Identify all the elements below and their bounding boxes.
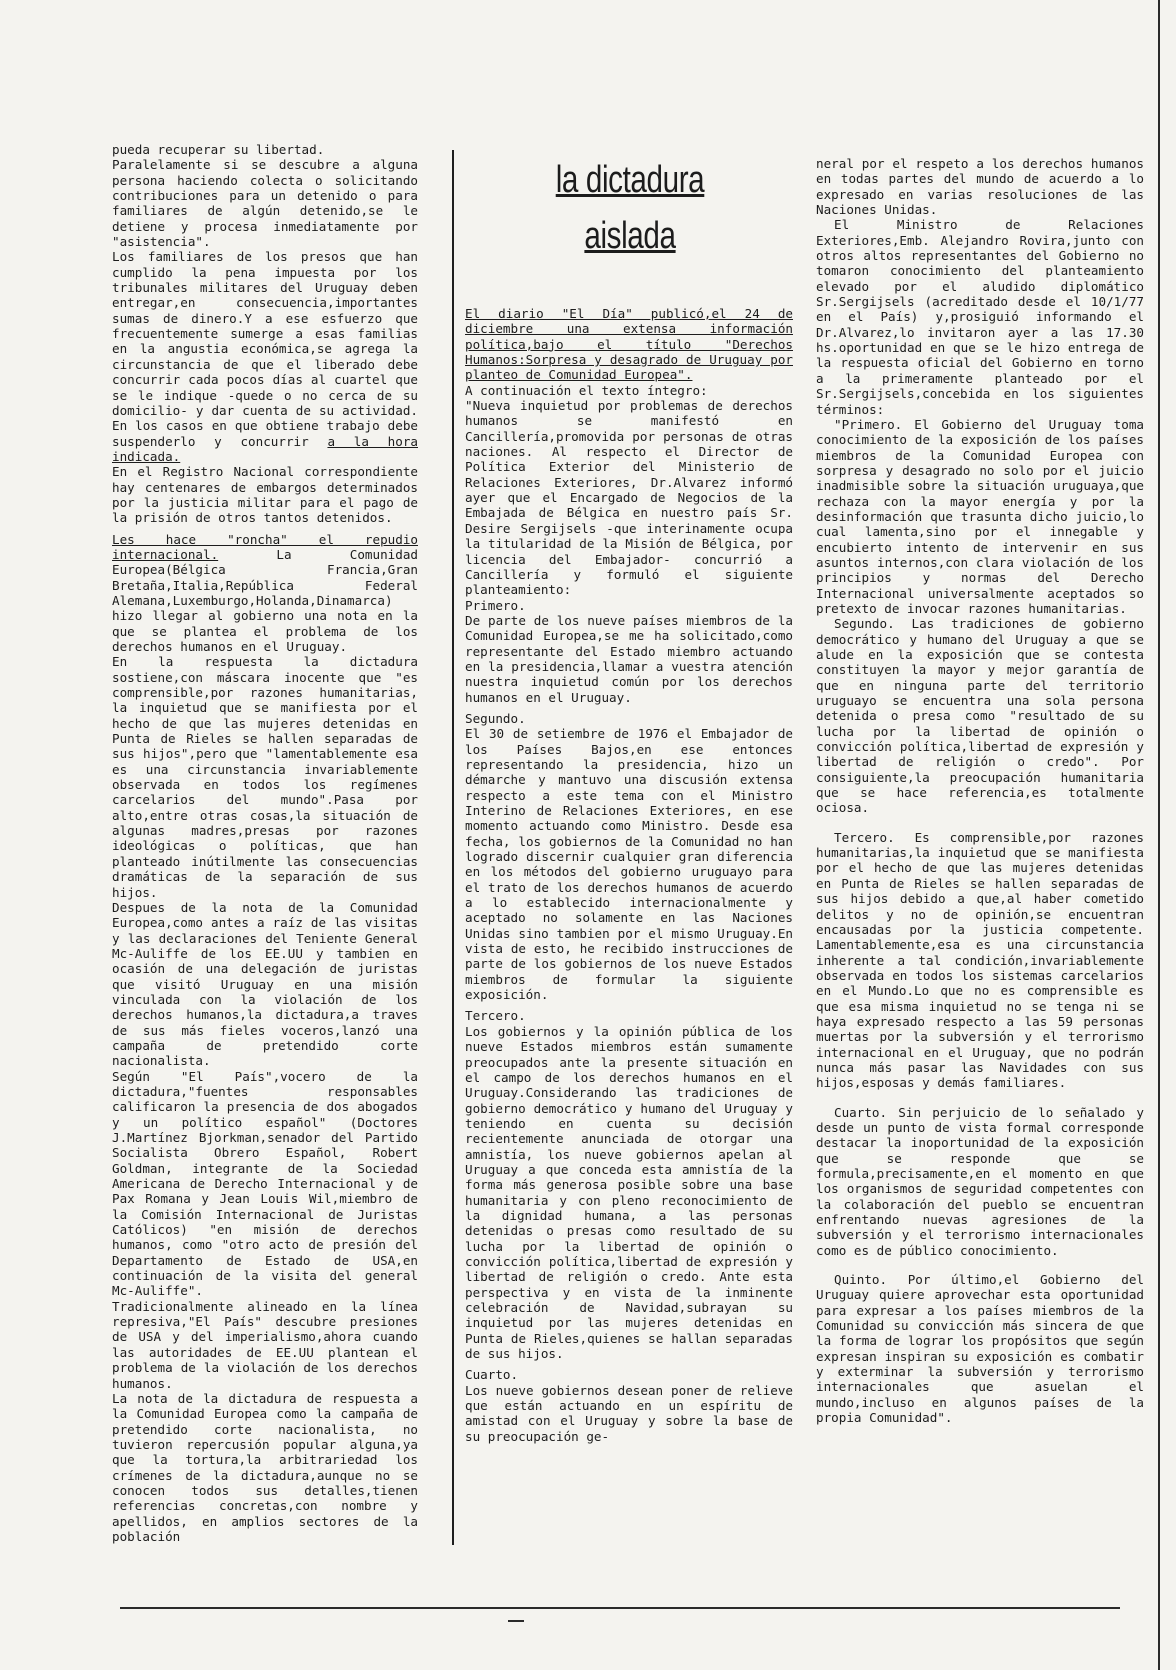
paragraph: El diario "El Día" publicó,el 24 de diciembre una extensa información política,bajo el título "Derechos Humanos:Sorpresa y desagrado de Uruguay por planteo de Comunidad Europea". xyxy=(465,306,793,383)
column-right xyxy=(816,156,1144,1426)
paragraph: De parte de los nueve países miembros de la Comunidad Europea,se me ha solicitado,como representante del Estado miembro actuando en la presidencia,llamar a vuestra atención nuestra inquietud común por los derechos humanos en el Uruguay. xyxy=(465,612,793,705)
paragraph: En el Registro Nacional correspondiente hay centenares de embargos determinados por la justicia militar para el pago de la prisión de otros tantos detenidos. xyxy=(112,464,418,526)
headline-line-1: la dictadura xyxy=(555,159,705,201)
section-heading: Primero. xyxy=(465,597,526,613)
paragraph xyxy=(112,249,418,464)
paragraph: Segundo. Las tradiciones de gobierno democrático y humano del Uruguay a que se alude en la exposición que se contesta constituyen la mayor y mejor garantía de que en ninguna parte del territorio uruguayo se encuentra una sola persona detenida o presa como "resultado de su lucha por la libertad de opinión o convicción política,libertad de expresión y libertad de religión o credo". Por consiguiente,la preocupación humanitaria que se hace referencia,es totalmente ociosa. xyxy=(816,616,1144,816)
paragraph: Paralelamente si se descubre a alguna persona haciendo colecta o solicitando contribuciones para un detenido o para familiares de algún detenido,se le detiene y procesa inmediatamente por "asistencia". xyxy=(112,157,418,250)
paragraph: El 30 de setiembre de 1976 el Embajador de los Países Bajos,en ese entonces representando la presidencia, hizo un démarche y mantuvo una discusión extensa respecto a este tema con el Ministro Interino de Relaciones Exteriores, en ese momento actuando como Ministro. Desde esa fecha, los gobiernos de la Comunidad no han logrado discernir cualquier gran diferencia en los métodos del gobierno uruguayo para el trato de los derechos humanos de acuerdo a lo establecido internacionalmente y aceptado no solamente en las Naciones Unidas sino tambien por el mismo Uruguay.En vista de esto, he recibido instrucciones de parte de los gobiernos de los nueve Estados miembros de formular la siguiente exposición. xyxy=(465,726,793,1003)
column-middle xyxy=(465,306,793,1444)
paragraph: Los nueve gobiernos desean poner de relieve que están actuando en un espíritu de amistad con el Uruguay y sobre la base de su preocupación ge- xyxy=(465,1382,793,1444)
paragraph: Los gobiernos y la opinión pública de los nueve Estados miembros están sumamente preocupados ante la presente situación en el campo de los derechos humanos en el Uruguay.Considerando las tradiciones de gobierno democrático y humano del Uruguay y teniendo en cuenta su decisión recientemente anunciada de otorgar una amnistía, los nueve gobiernos apelan al Uruguay a que conceda esta amnistía de la forma más generosa posible sobre una base humanitaria y con pleno reconocimiento de la dignidad humana, a las personas detenidas o presas como resultado de su lucha por la libertad de opinión o convicción política,libertad de expresión y libertad de religión o credo. Ante esta perspectiva y en vista de la inminente celebración de Navidad,subrayan su inquietud por las mujeres detenidas en Punta de Rieles,quienes se hallan separadas de sus hijos. xyxy=(465,1023,793,1362)
paragraph-text: La Comunidad Europea(Bélgica Francia,Gran Bretaña,Italia,República Federal Alemana,Luxemburgo,Holanda,Dinamarca) hizo llegar al gobierno una nota en la que se plantea el problema de los derechos humanos en el Uruguay. xyxy=(112,546,418,654)
paragraph: Cuarto. Sin perjuicio de lo señalado y desde un punto de vista formal corresponde destacar la inoportunidad de la exposición que se responde que se formula,precisamente,en el momento en que los organismos de seguridad competentes con la colaboración del pueblo se encuentran enfrentando nuevas agresiones de la subversión y el terrorismo internacionales como es de público conocimiento. xyxy=(816,1104,1144,1258)
footer-mark xyxy=(508,1620,524,1622)
section-heading: Cuarto. xyxy=(465,1367,519,1383)
paragraph: Quinto. Por último,el Gobierno del Uruguay quiere aprovechar esta oportunidad para expresar a los países miembros de la Comunidad su convicción más sincera de que la forma de lograr los propósitos que según expresan inspiran su exposición es combatir y exterminar la subversión y terrorismo internacionales que asuelan el mundo,incluso en algunos países de la propia Comunidad". xyxy=(816,1272,1144,1426)
section-heading: Les hace "roncha" el repudio internacional. xyxy=(112,531,418,562)
underlined-text: a la hora indicada. xyxy=(112,433,418,464)
paragraph: A continuación el texto íntegro: xyxy=(465,382,708,398)
section-heading: Tercero. xyxy=(465,1008,526,1024)
paragraph: pueda recuperar su libertad. xyxy=(112,142,325,157)
paragraph: El Ministro de Relaciones Exteriores,Emb. Alejandro Rovira,junto con otros altos representantes del Gobierno no tomaron conocimiento del planteamiento elevado por el aludido diplomático Sr.Sergijsels (acreditado desde el 10/1/77 en el País) y,prosiguió informando el Dr.Alvarez,lo invitaron ayer a las 17.30 hs.oportunidad en que se le hizo entrega de la respuesta oficial del Gobierno en torno a la primeramente planteado por el Sr.Sergijsels,concebida en los siguientes términos: xyxy=(816,217,1144,417)
headline xyxy=(505,152,755,264)
paragraph xyxy=(112,532,418,655)
paragraph: La nota de la dictadura de respuesta a la Comunidad Europea como la campaña de pretendido corte nacionalista, no tuvieron repercusión popular alguna,ya que la tortura,la arbitrariedad los crímenes de la dictadura,aunque no se conocen todos sus detalles,tienen referencias concretas,con nombre y apellidos, en amplios sectores de la población xyxy=(112,1390,418,1544)
paragraph: En la respuesta la dictadura sostiene,con máscara inocente que "es comprensible,por razones humanitarias, la inquietud que se manifiesta por el hecho de que las mujeres detenidas en Punta de Rieles se hallen separadas de sus hijos",pero que "lamentablemente esa es una circunstancia invariablemente observada en todos los regímenes carcelarios del mundo".Pasa por alto,entre otras cosas,la situación de algunas madres,presas por razones ideológicas o políticas, que han planteado inútilmente las consecuencias dramáticas de la separación de sus hijos. xyxy=(112,654,418,900)
paragraph: Despues de la nota de la Comunidad Europea,como antes a raíz de las visitas y las declaraciones del Teniente General Mc-Auliffe de los EE.UU y tambien en ocasión de una delegación de juristas que visitó Uruguay en una misión vinculada con la violación de los derechos humanos,la dictadura,a traves de sus más fieles voceros,lanzó una campaña de pretendido corte nacionalista. xyxy=(112,899,418,1069)
paragraph: "Primero. El Gobierno del Uruguay toma conocimiento de la exposición de los países miembros de la Comunidad Europea con sorpresa y desagrado no solo por el juicio inadmisible sobre la situación uruguaya,que rechaza con la mayor energía y por la desinformación que trasunta dicho juicio,lo cual lamenta,sino por el innegable y encubierto intento de intervenir en sus asuntos internos,con clara violación de los principios y normas del Derecho Internacional universalmente aceptados so pretexto de invocar razones humanitarias. xyxy=(816,416,1144,616)
page-edge-line xyxy=(1158,0,1160,1670)
paragraph: neral por el respeto a los derechos humanos en todas partes del mundo de acuerdo a lo expresado en varias resoluciones de las Naciones Unidas. xyxy=(816,156,1144,218)
section-heading: Segundo. xyxy=(465,710,526,726)
paragraph: Según "El País",vocero de la dictadura,"fuentes responsables calificaron la presencia de dos abogados y un político español" (Doctores J.Martínez Bjorkman,senador del Partido Socialista Obrero Español, Robert Goldman, integrante de la Sociedad Americana de Derecho Internacional y de Pax Romana y Jean Louis Wil,miembro de la Comisión Internacional de Juristas Católicos) "en misión de derechos humanos, como "otro acto de presión del Departamento de Estado de USA,en continuación de la visita del general Mc-Auliffe". xyxy=(112,1068,418,1299)
footer-rule xyxy=(120,1607,1120,1609)
column-divider xyxy=(452,150,454,1545)
paragraph: Tradicionalmente alineado en la línea represiva,"El País" descubre presiones de USA y del imperialismo,ahora cuando las autoridades de EE.UU plantean el problema de la violación de los derechos humanos. xyxy=(112,1298,418,1391)
headline-line-2: aislada xyxy=(584,215,676,257)
quote-paragraph: "Nueva inquietud por problemas de derechos humanos se manifestó en Cancillería,promovida por personas de otras naciones. Al respecto el Director de Política Exterior del Ministerio de Relaciones Exteriores, Dr.Alvarez informó ayer que el Encargado de Negocios de la Embajada de Bélgica en nuestro país Sr. Desire Sergijsels -que interinamente ocupa la titularidad de la Misión de Bélgica, por licencia del Embajador- concurrió a Cancillería y formuló el siguiente planteamiento: xyxy=(465,398,793,598)
paragraph-text: Los familiares de los presos que han cumplido la pena impuesta por los tribunales militares del Uruguay deben entregar,en consecuencia,importantes sumas de dinero.Y a ese esfuerzo que frecuentemente sumerge a esas familias en la angustia económica,se agrega la circunstancia de que el liberado debe concurrir cada pocos días al cuartel que se le indique -quede o no cerca de su domicilio- y dar cuenta de su actividad. En los casos en que obtiene trabajo debe suspenderlo y concurrir xyxy=(112,249,418,449)
paragraph: Tercero. Es comprensible,por razones humanitarias,la inquietud que se manifiesta por el hecho de que las mujeres detenidas en Punta de Rieles se hallen separadas de sus hijos debido a que,al haber cometido delitos y no de opinión,se encuentran encausadas por la justicia competente. Lamentablemente,esa es una circunstancia inherente a tal condición,invariablemente observada en todos los sistemas carcelarios en el Mundo.Lo que no es comprensible es que esa misma inquietud no se tenga ni se haya expresado respecto a las 59 personas muertas por la subversión y el terrorismo internacional en el Uruguay, que no podrán nunca más pasar las Navidades con sus hijos,esposas y demás familiares. xyxy=(816,829,1144,1091)
column-left xyxy=(112,142,418,1544)
